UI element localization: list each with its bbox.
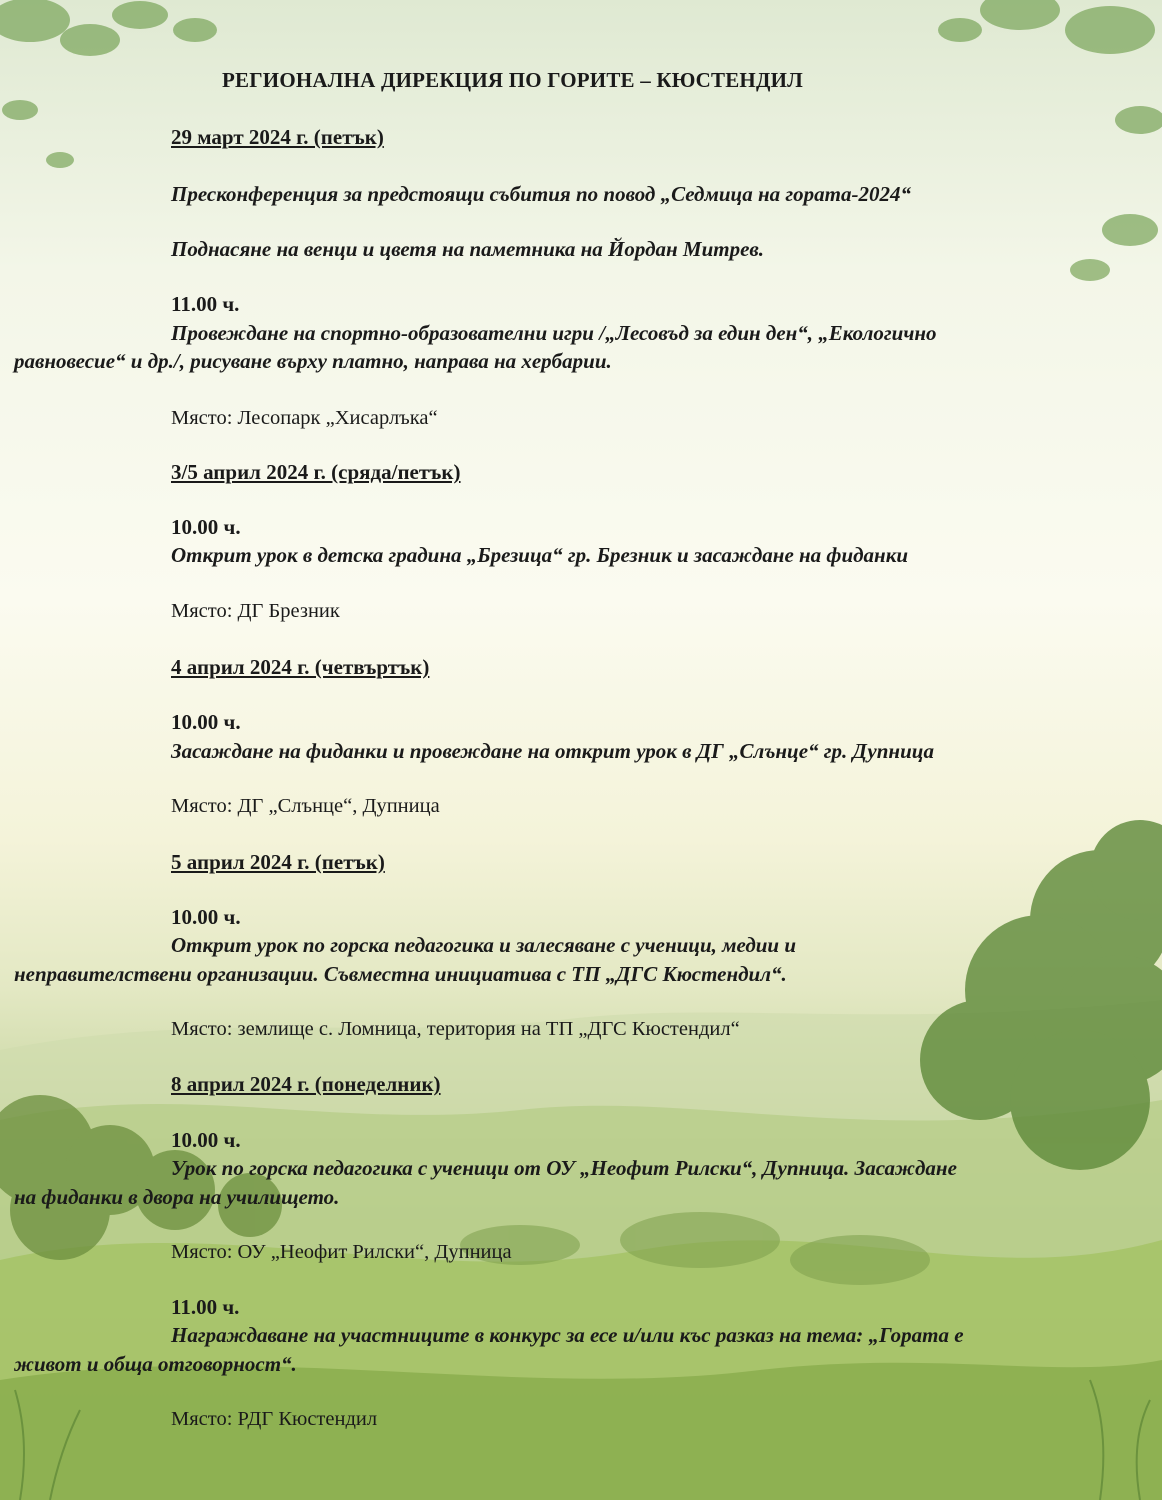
event-date: 8 април 2024 г. (понеделник) — [171, 1072, 441, 1096]
event-place: Място: РДГ Кюстендил — [171, 1408, 378, 1430]
event-date: 4 април 2024 г. (четвъртък) — [171, 655, 430, 679]
event-description: Провеждане на спортно-образователни игри /„Лесовъд за един ден“, „Екологично — [171, 321, 937, 345]
event-description: Открит урок в детска градина „Брезица“ гр. Брезник и засаждане на фиданки — [171, 543, 909, 567]
event-time: 11.00 ч. — [171, 292, 240, 316]
event-description: Открит урок по горска педагогика и залесяване с ученици, медии и — [171, 933, 797, 957]
event-line: Пресконференция за предстоящи събития по повод „Седмица на гората-2024“ — [171, 182, 911, 206]
event-place: Място: ДГ Брезник — [171, 600, 340, 622]
event-time: 10.00 ч. — [171, 515, 241, 539]
event-description: неправителствени организации. Съвместна инициатива с ТП „ДГС Кюстендил“. — [14, 962, 787, 986]
event-time: 10.00 ч. — [171, 905, 241, 929]
event-time: 10.00 ч. — [171, 1128, 241, 1152]
event-time: 11.00 ч. — [171, 1295, 240, 1319]
event-time: 10.00 ч. — [171, 710, 241, 734]
page-title: РЕГИОНАЛНА ДИРЕКЦИЯ ПО ГОРИТЕ – КЮСТЕНДИЛ — [222, 68, 803, 92]
event-description: на фиданки в двора на училището. — [14, 1185, 340, 1209]
event-place: Място: ОУ „Неофит Рилски“, Дупница — [171, 1241, 512, 1263]
event-description: Награждаване на участниците в конкурс за есе и/или къс разказ на тема: „Гората е — [171, 1323, 964, 1347]
event-line: Поднасяне на венци и цветя на паметника на Йордан Митрев. — [171, 237, 765, 261]
event-date: 29 март 2024 г. (петък) — [171, 125, 384, 149]
event-description: живот и обща отговорност“. — [14, 1352, 297, 1376]
event-place: Място: Лесопарк „Хисарлъка“ — [171, 407, 438, 429]
event-date: 5 април 2024 г. (петък) — [171, 850, 385, 874]
event-date: 3/5 април 2024 г. (сряда/петък) — [171, 460, 461, 484]
event-description: равновесие“ и др./, рисуване върху платно, направа на хербарии. — [14, 349, 612, 373]
event-description: Засаждане на фиданки и провеждане на открит урок в ДГ „Слънце“ гр. Дупница — [171, 739, 934, 763]
event-description: Урок по горска педагогика с ученици от ОУ „Неофит Рилски“, Дупница. Засаждане — [171, 1156, 957, 1180]
event-place: Място: землище с. Ломница, територия на ТП „ДГС Кюстендил“ — [171, 1018, 740, 1040]
event-place: Място: ДГ „Слънце“, Дупница — [171, 795, 440, 817]
